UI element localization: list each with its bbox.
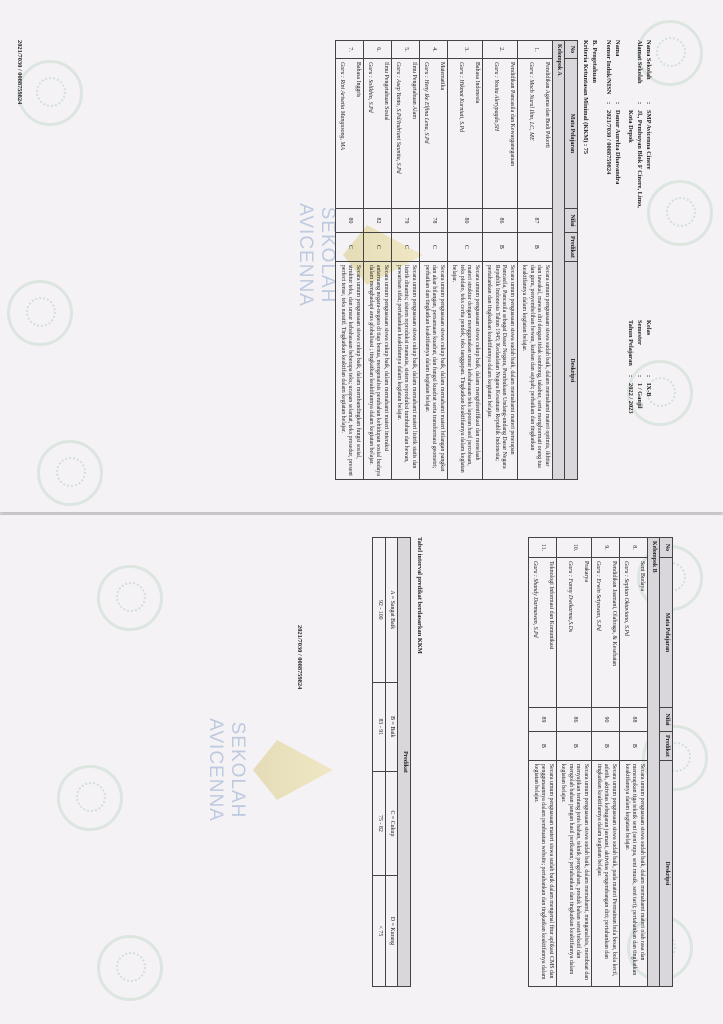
subject-no: 5. bbox=[392, 41, 420, 59]
subject-row bbox=[420, 41, 448, 480]
group-label: Kelompok A bbox=[553, 41, 566, 480]
subject-name: Ilmu Pengetahuan Sosial bbox=[383, 62, 389, 121]
subject-description: Secara umum penguasaan siswa cukup baik, dalam mengidentifikasi dan menelaah materi struktur dengan menggunakan unsur kebahasaan teks laporan hasil percobaan, teks pidato, teks cerita pendek, teks tanggapan. Tingkatkan keaktifannya dalam kegiatan belajar. bbox=[448, 261, 483, 479]
subject-grade: B bbox=[620, 732, 648, 761]
subject-description: Secara umum penguasaan siswa cukup baik, dalam memahami materi bilangan pangkat dan akar bilangan, persamaan kuadrat, dan fungsi kuadrat serta transformasi geometri; perbaikan dan tingkatkan keaktifannya dalam kegiatan belajar. bbox=[420, 261, 448, 479]
kkm-col: C = Cukup bbox=[386, 772, 399, 876]
subject-description: Secara umum penguasaan siswa sudah baik, dalam memahami materi olah rasa dan menerapkan tiga teknik seni (seni rupa, seni musik, seni tari); pertahankan dan tingkatkan keaktifannya dalam kegiatan belajar. bbox=[620, 760, 648, 986]
subject-teacher: Guru : Erwin Setyawan, S.Pd bbox=[595, 561, 602, 631]
watermark-seal-icon bbox=[97, 935, 163, 1001]
subject-row bbox=[483, 41, 518, 480]
subject-name: Bahasa Inggris bbox=[355, 62, 361, 98]
subject-teacher: Guru : Shandy Darmawan, S.Pd bbox=[532, 561, 539, 638]
grades-table-a: No Mata Pelajaran Nilai Predikat Deskripsi Kelompok A 1. Pendidikan Agama dan Budi Pekerti Guru : Moch Nurul Ilim, LC, ME 87 B Secara umum penguasaan siswa sudah baik, dalam memahami materi optimis, ikhtiar dan tawakal, mawas diri dengan tidak sombong, takabur, serta menghormati orang tua dan guru, penyembelihan hewan, kurban dan aqiqah; perbaikan dan tingkatkan keaktifannya dalam kegiatan belajar. 2. Pendidikan Pancasila dan Kewarganegaraan Guru : Yosita Alerypagdo,SH 86 B Secara umum penguasaan siswa sudah baik, dalam memahami materi penerapan Pancasila, Pancasila sebagai Dasar Negara, Pembukaan Undang-undang Dasar Negara Republik Indonesia Tahun 1945; Kedaulatan Negara Kesatuan Republik Indonesia; pertahankan dan tingkatkan keaktifannya dalam kegiatan belajar. 3. Bahasa Indonesia Guru : Hikmat Kurniati, S.Pd 80 C Secara umum penguasaan siswa cukup baik, dalam mengidentifikasi dan menelaah materi struktur dengan menggunakan unsur kebahasaan teks laporan hasil percobaan, teks pidato, teks cerita pendek, teks tanggapan. Tingkatkan keaktifannya dalam kegiatan belajar. 4. Matematika Guru : Heny Ike Elfina Lena, S.Pd 78 C Secara umum penguasaan siswa cukup baik, dalam memahami materi bilangan pangkat dan akar bilangan, persamaan kuadrat, dan fungsi kuadrat serta transformasi geometri; perbaikan dan tingkatkan keaktifannya dalam kegiatan belajar. 5. Ilmu Pengetahuan Alam Guru : Asep Yanto, S.Pd/Indriani Saunita, S.Pd 79 C Secara umum penguasaan siswa cukup baik, dalam memahami materi listrik statis dan listrik dinamis; sistem reproduksi manusia, sistem reproduksi tumbuhan dan hewan, pewarisan sifat; pertahankan keaktifannya dalam kegiatan belajar. 6. Ilmu Pengetahuan Sosial Guru : Solikhin, S.Pd 82 C Secara umum penguasaan siswa cukup baik, dalam memahami materi interaksi antarruang negara-negara di tiap benua, mengenalisis perubahan kehidupan sosial budaya dalam menghadapi arus globalisasi ; tingkatkan keaktifannya dalam kegiatan belajar. 7. Bahasa Inggris Guru : Rini Arisetia Mangusong, MA 80 C Secara umum penguasaan siswa cukup baik, dalam membandingkan fungsi sosial, struktur teks, dan unsur kebahasaan beberapa teks; ucapan selamat, teks prosedur, present perfect tense, teks naratif. Tingkatkan keaktifan dalam kegiatan belajar. bbox=[335, 40, 578, 480]
subject-score: 86 bbox=[483, 209, 518, 233]
subject-no: 4. bbox=[420, 41, 448, 59]
subject-no: 8. bbox=[620, 538, 648, 558]
subject-row bbox=[364, 41, 392, 480]
subject-cell bbox=[448, 59, 483, 209]
watermark-seal-icon bbox=[17, 60, 83, 126]
school-logo-watermark: SEKOLAH AVICENNA bbox=[283, 190, 433, 320]
subject-score: 80 bbox=[448, 209, 483, 233]
subject-grade: C bbox=[448, 233, 483, 262]
subject-row bbox=[529, 538, 557, 987]
subject-no: 9. bbox=[592, 538, 620, 558]
subject-no: 7. bbox=[336, 41, 364, 59]
watermark-seal-icon bbox=[97, 565, 163, 631]
footer-id: 2021/7030 / 0088759824 bbox=[16, 40, 23, 105]
subject-no: 6. bbox=[364, 41, 392, 59]
group-label: Kelompok B bbox=[648, 538, 661, 987]
subject-grade: C bbox=[336, 233, 364, 262]
kkm-line: Kriteria Ketuntasan Minimal (KKM) : 75 bbox=[582, 40, 589, 155]
subject-no: 3. bbox=[448, 41, 483, 59]
subject-score: 87 bbox=[518, 209, 553, 233]
subject-description: Secara umum penguasaan siswa sudah baik, pada materi Permainan bola besar, bola kecil, atletik, aktivitas kebugaran jasmani, aktivitas pengembangan diri; pertahankan dan tingkatkan keaktifannya dalam kegiatan belajar. bbox=[592, 760, 620, 986]
subject-grade: B bbox=[483, 233, 518, 262]
subject-description: Secara umum penguasaan siswa cukup baik, dalam membandingkan fungsi sosial, struktur teks, dan unsur kebahasaan beberapa teks; ucapan selamat, teks prosedur, present perfect tense, teks naratif. Tingkatkan keaktifan dalam kegiatan belajar. bbox=[336, 261, 364, 479]
kkm-interval-table bbox=[373, 537, 412, 987]
subject-teacher: Guru : Rini Arisetia Mangusong, MA bbox=[339, 62, 346, 150]
subject-score: 90 bbox=[592, 708, 620, 732]
subject-row bbox=[336, 41, 364, 480]
subject-cell bbox=[336, 59, 364, 209]
subject-description: Secara umum penguasaan siswa sudah baik, dalam memahami materi penerapan Pancasila, Pancasila sebagai Dasar Negara, Pembukaan Undang-undang Dasar Negara Republik Indonesia Tahun 1945; Kedaulatan Negara Kesatuan Republik Indonesia; pertahankan dan tingkatkan keaktifannya dalam kegiatan belajar. bbox=[483, 261, 518, 479]
subject-name: Pendidikan Agama dan Budi Pekerti bbox=[544, 62, 550, 148]
subject-row bbox=[592, 538, 620, 987]
subject-name: Prakarya bbox=[583, 561, 589, 582]
subject-no: 1. bbox=[518, 41, 553, 59]
kkm-table-title: Tabel interval predikat berdasarkan KKM bbox=[416, 537, 423, 654]
subject-name: Pendidikan Jasmani, Olahraga, & Kesehatan bbox=[611, 561, 617, 667]
subject-teacher: Guru : Yosita Alerypagdo,SH bbox=[493, 62, 500, 132]
subject-cell bbox=[392, 59, 420, 209]
subject-grade: C bbox=[392, 233, 420, 262]
subject-row bbox=[620, 538, 648, 987]
subject-cell bbox=[529, 558, 557, 708]
subject-row bbox=[518, 41, 553, 480]
subject-row bbox=[392, 41, 420, 480]
subject-name: Teknologi Informasi dan Komunikasi bbox=[548, 561, 554, 650]
subject-no: 2. bbox=[483, 41, 518, 59]
kkm-col: D = Kurang bbox=[386, 875, 399, 986]
subject-score: 89 bbox=[529, 708, 557, 732]
kkm-range: < 75 bbox=[373, 875, 386, 986]
section-title: B. Pengetahuan bbox=[591, 40, 598, 83]
subject-teacher: Guru : Asep Yanto, S.Pd/Indriani Saunita, S.Pd bbox=[395, 62, 402, 174]
subject-description: Secara umum penguasaan siswa cukup baik, dalam memahami materi interaksi antarruang negara-negara di tiap benua, mengenalisis perubahan kehidupan sosial budaya dalam menghadapi arus globalisasi ; tingkatkan keaktifannya dalam kegiatan belajar. bbox=[364, 261, 392, 479]
subject-grade: C bbox=[364, 233, 392, 262]
kkm-range: 83 - 91 bbox=[373, 682, 386, 771]
subject-grade: B bbox=[529, 732, 557, 761]
subject-score: 80 bbox=[336, 209, 364, 233]
watermark-seal-icon bbox=[7, 280, 73, 346]
grades-table-b: No Mata Pelajaran Nilai Predikat Deskripsi Kelompok B 8. Seni Budaya Guru : Septian Oktaviano, S.Pd 88 B Secara umum penguasaan siswa sudah baik, dalam memahami materi olah rasa dan menerapkan tiga teknik seni (seni rupa, seni musik, seni tari); pertahankan dan tingkatkan keaktifannya dalam kegiatan belajar. 9. Pendidikan Jasmani, Olahraga, & Kesehatan Guru : Erwin Setyawan, S.Pd 90 B Secara umum penguasaan siswa sudah baik, pada materi Permainan bola besar, bola kecil, atletik, aktivitas kebugaran jasmani, aktivitas pengembangan diri; pertahankan dan tingkatkan keaktifannya dalam kegiatan belajar. 10. Prakarya Guru : Fanny Dwikarma,S.Ds 86 B Secara umum penguasaan siswa sudah baik, dalam memahami, menganalisis, membuat dan menyajikan tentang jenis bahan, teknik pengolahan, produk bahan serat/tekstil dan mengolah bahan pangan hasil perikanan; pertahankan dan tingkatkan keaktifannya dalam kegiatan belajar. 11. Teknologi Informasi dan Komunikasi Guru : Shandy Darmawan, S.Pd 89 B Secara umum penguasaan materi siswa sudah baik dalam mengenal fitur aplikasi CMS dan penggunaannya dalam pembuatan website; pertahankan dan tingkatkan keaktifannya dalam kegiatan belajar. bbox=[528, 537, 673, 987]
subject-grade: B bbox=[557, 732, 592, 761]
kkm-range: 92 - 100 bbox=[373, 538, 386, 683]
subject-score: 82 bbox=[364, 209, 392, 233]
watermark-seal-icon bbox=[647, 180, 713, 246]
kkm-col: A = Sangat Baik bbox=[386, 538, 399, 683]
subject-cell bbox=[592, 558, 620, 708]
watermark-seal-icon bbox=[37, 440, 103, 506]
subject-no: 11. bbox=[529, 538, 557, 558]
subject-cell bbox=[518, 59, 553, 209]
subject-teacher: Guru : Fanny Dwikarma,S.Ds bbox=[567, 561, 574, 633]
subject-name: Matematika bbox=[439, 62, 445, 91]
subject-cell bbox=[364, 59, 392, 209]
subject-teacher: Guru : Hikmat Kurniati, S.Pd bbox=[458, 62, 465, 133]
subject-description: Secara umum penguasaan siswa cukup baik, dalam memahami materi listrik statis dan listrik dinamis; sistem reproduksi manusia, sistem reproduksi tumbuhan dan hewan, pewarisan sifat; pertahankan keaktifannya dalam kegiatan belajar. bbox=[392, 261, 420, 479]
student-info-header: Nama Sekolah : SMP Avicenna Cinere Kelas : IX-B Alamat Sekolah : Jl., Pembuyan Blok F Cinere, Limo, Semester : 1 / Ganjil Kota Depok Tahun Pelajaran : 2022 / 2023 Nama : Danur Aurelza Dhawandra Nomor Induk/NISN : 2021/7030 / 0088759824 bbox=[605, 40, 652, 414]
subject-cell bbox=[420, 59, 448, 209]
kkm-predikat-header: Predikat bbox=[398, 538, 411, 987]
watermark-seal-icon bbox=[57, 765, 123, 831]
subject-grade: B bbox=[518, 233, 553, 262]
subject-name: Bahasa Indonesia bbox=[474, 62, 480, 104]
subject-score: 86 bbox=[557, 708, 592, 732]
subject-description: Secara umum penguasaan siswa sudah baik, dalam memahami, menganalisis, membuat dan menyajikan tentang jenis bahan, teknik pengolahan, produk bahan serat/tekstil dan mengolah bahan pangan hasil perikanan; pertahankan dan tingkatkan keaktifannya dalam kegiatan belajar. bbox=[557, 760, 592, 986]
report-page-right bbox=[0, 515, 723, 1024]
subject-row bbox=[557, 538, 592, 987]
subject-description: Secara umum penguasaan siswa sudah baik, dalam memahami materi optimis, ikhtiar dan tawakal, mawas diri dengan tidak sombong, takabur, serta menghormati orang tua dan guru, penyembelihan hewan, kurban dan aqiqah; perbaikan dan tingkatkan keaktifannya dalam kegiatan belajar. bbox=[518, 261, 553, 479]
footer-id: 2021/7030 / 0088759824 bbox=[296, 625, 303, 690]
subject-score: 78 bbox=[420, 209, 448, 233]
subject-row bbox=[448, 41, 483, 480]
subject-cell bbox=[620, 558, 648, 708]
school-logo-watermark: SEKOLAH AVICENNA bbox=[193, 705, 343, 835]
subject-name: Seni Budaya bbox=[639, 561, 645, 591]
subject-teacher: Guru : Moch Nurul Ilim, LC, ME bbox=[528, 62, 535, 141]
subject-cell bbox=[557, 558, 592, 708]
subject-cell bbox=[483, 59, 518, 209]
kkm-col: B = Baik bbox=[386, 682, 399, 771]
subject-score: 88 bbox=[620, 708, 648, 732]
subject-teacher: Guru : Solikhin, S.Pd bbox=[367, 62, 374, 113]
subject-no: 10. bbox=[557, 538, 592, 558]
kkm-range: 75 - 82 bbox=[373, 772, 386, 876]
subject-teacher: Guru : Septian Oktaviano, S.Pd bbox=[623, 561, 630, 636]
subject-score: 79 bbox=[392, 209, 420, 233]
subject-grade: B bbox=[592, 732, 620, 761]
subject-name: Ilmu Pengetahuan Alam bbox=[411, 62, 417, 119]
subject-name: Pendidikan Pancasila dan Kewarganegaraan bbox=[509, 62, 515, 167]
subject-teacher: Guru : Heny Ike Elfina Lena, S.Pd bbox=[423, 62, 430, 144]
subject-grade: C bbox=[420, 233, 448, 262]
subject-description: Secara umum penguasaan materi siswa sudah baik dalam mengenal fitur aplikasi CMS dan penggunaannya dalam pembuatan website; pertahankan dan tingkatkan keaktifannya dalam kegiatan belajar. bbox=[529, 760, 557, 986]
